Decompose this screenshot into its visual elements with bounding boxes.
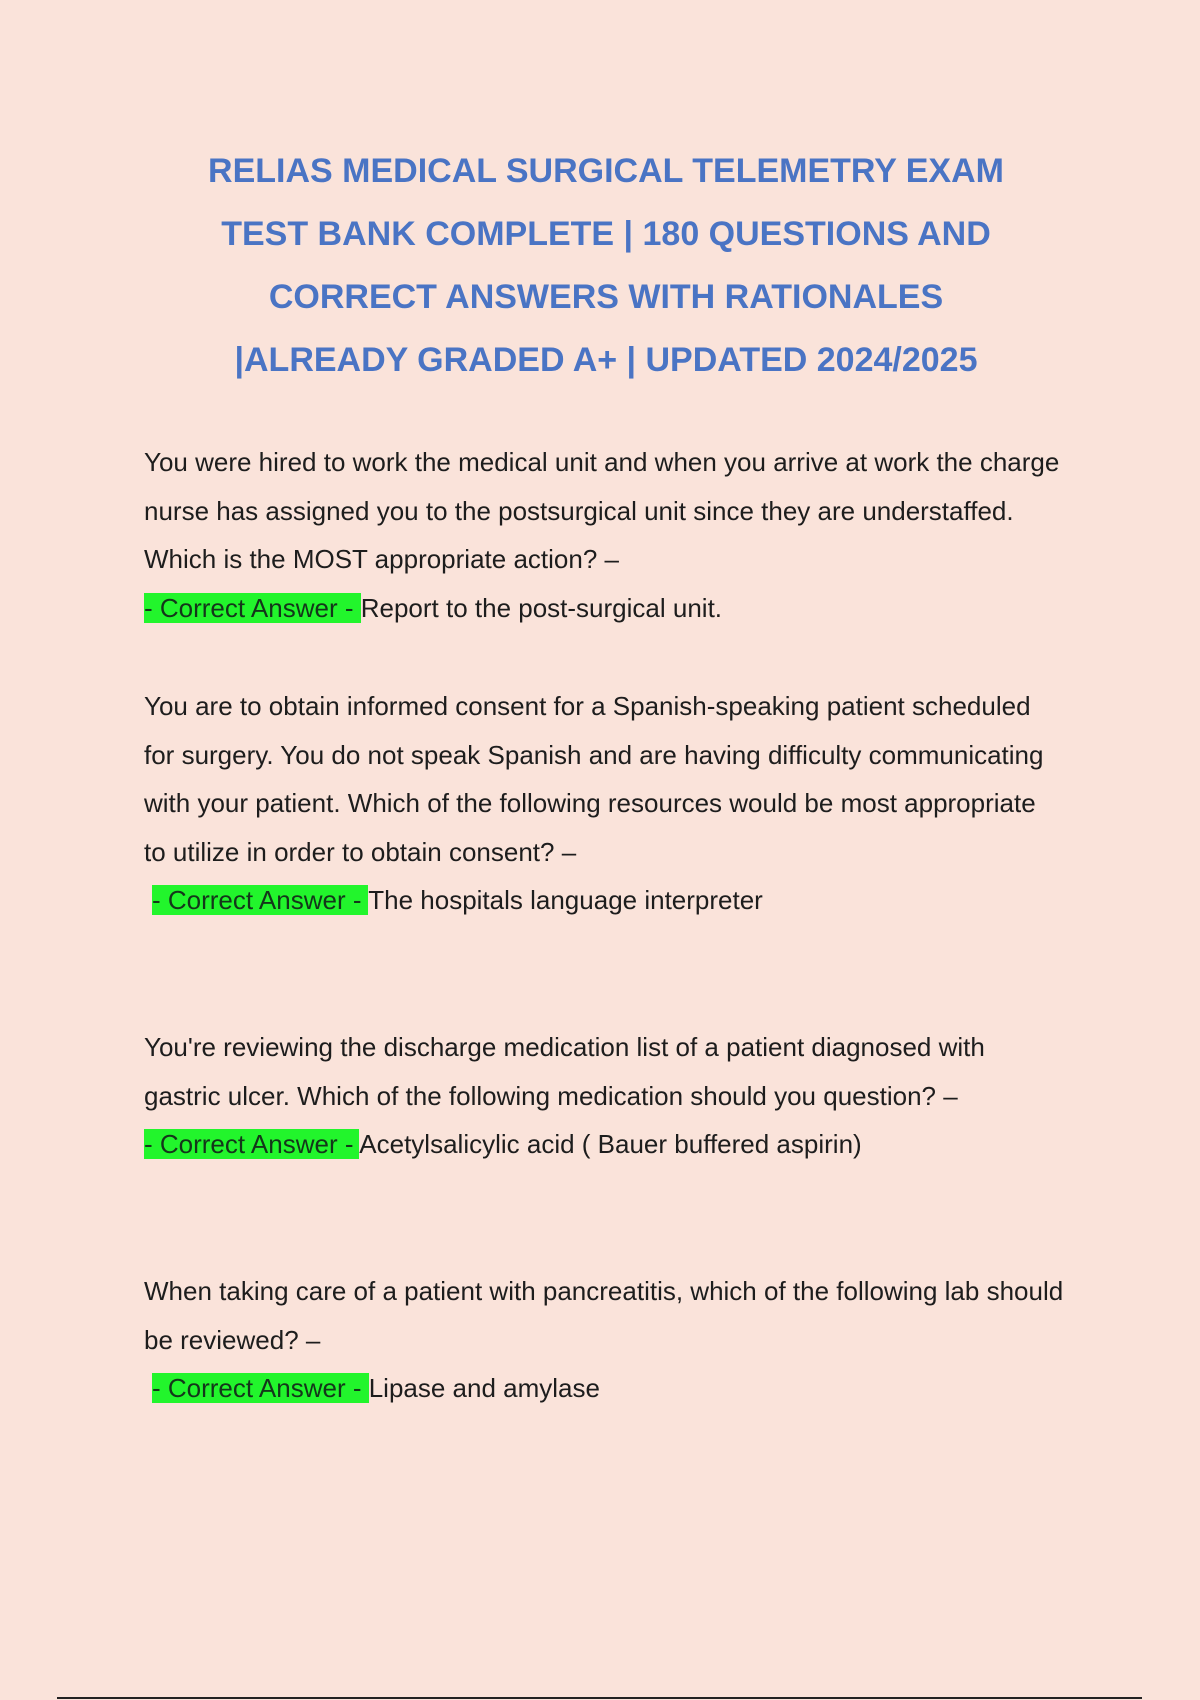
title-line-3: CORRECT ANSWERS WITH RATIONALES [268, 278, 944, 316]
correct-answer-label-2: - Correct Answer - [152, 885, 369, 915]
footer-divider [57, 1697, 1142, 1699]
question-1: You were hired to work the medical unit and when you arrive at work the charge nurse has assigned you to the postsurgical unit since they are understaffed. Which is the MOST appropriate action? – [144, 447, 1060, 574]
answer-text-3: Acetylsalicylic acid ( Bauer buffered aspirin) [359, 1129, 862, 1159]
title-line-1: RELIAS MEDICAL SURGICAL TELEMETRY EXAM [208, 152, 1004, 190]
answer-2 [144, 876, 1064, 925]
answer-1 [144, 584, 1064, 633]
title-line-4: |ALREADY GRADED A+ | UPDATED 2024/2025 [234, 341, 978, 379]
qa-item-2 [144, 682, 1064, 925]
question-4: When taking care of a patient with pancreatitis, which of the following lab should be reviewed? – [144, 1276, 1064, 1355]
document-title [150, 140, 1062, 392]
answer-text-2: The hospitals language interpreter [368, 885, 763, 915]
answer-4 [144, 1364, 1064, 1413]
correct-answer-label-4: - Correct Answer - [152, 1373, 369, 1403]
qa-item-3 [144, 1023, 1064, 1169]
answer-text-4: Lipase and amylase [368, 1373, 600, 1403]
qa-item-1 [144, 438, 1064, 632]
qa-item-4 [144, 1267, 1064, 1413]
title-line-2: TEST BANK COMPLETE | 180 QUESTIONS AND [221, 215, 991, 253]
correct-answer-label-3: - Correct Answer - [144, 1129, 360, 1159]
answer-text-1: Report to the post-surgical unit. [360, 592, 723, 623]
answer-3 [144, 1120, 1064, 1169]
question-3: You're reviewing the discharge medication list of a patient diagnosed with gastric ulcer. Which of the following medication should you question? – [144, 1032, 985, 1111]
correct-answer-label-1: - Correct Answer - [144, 592, 361, 623]
question-2: You are to obtain informed consent for a Spanish-speaking patient scheduled for surgery. You do not speak Spanish and are having difficulty communicating with your patient. Which of the following resources would be most appropriate to utilize in order to obtain consent? – [144, 691, 1044, 867]
